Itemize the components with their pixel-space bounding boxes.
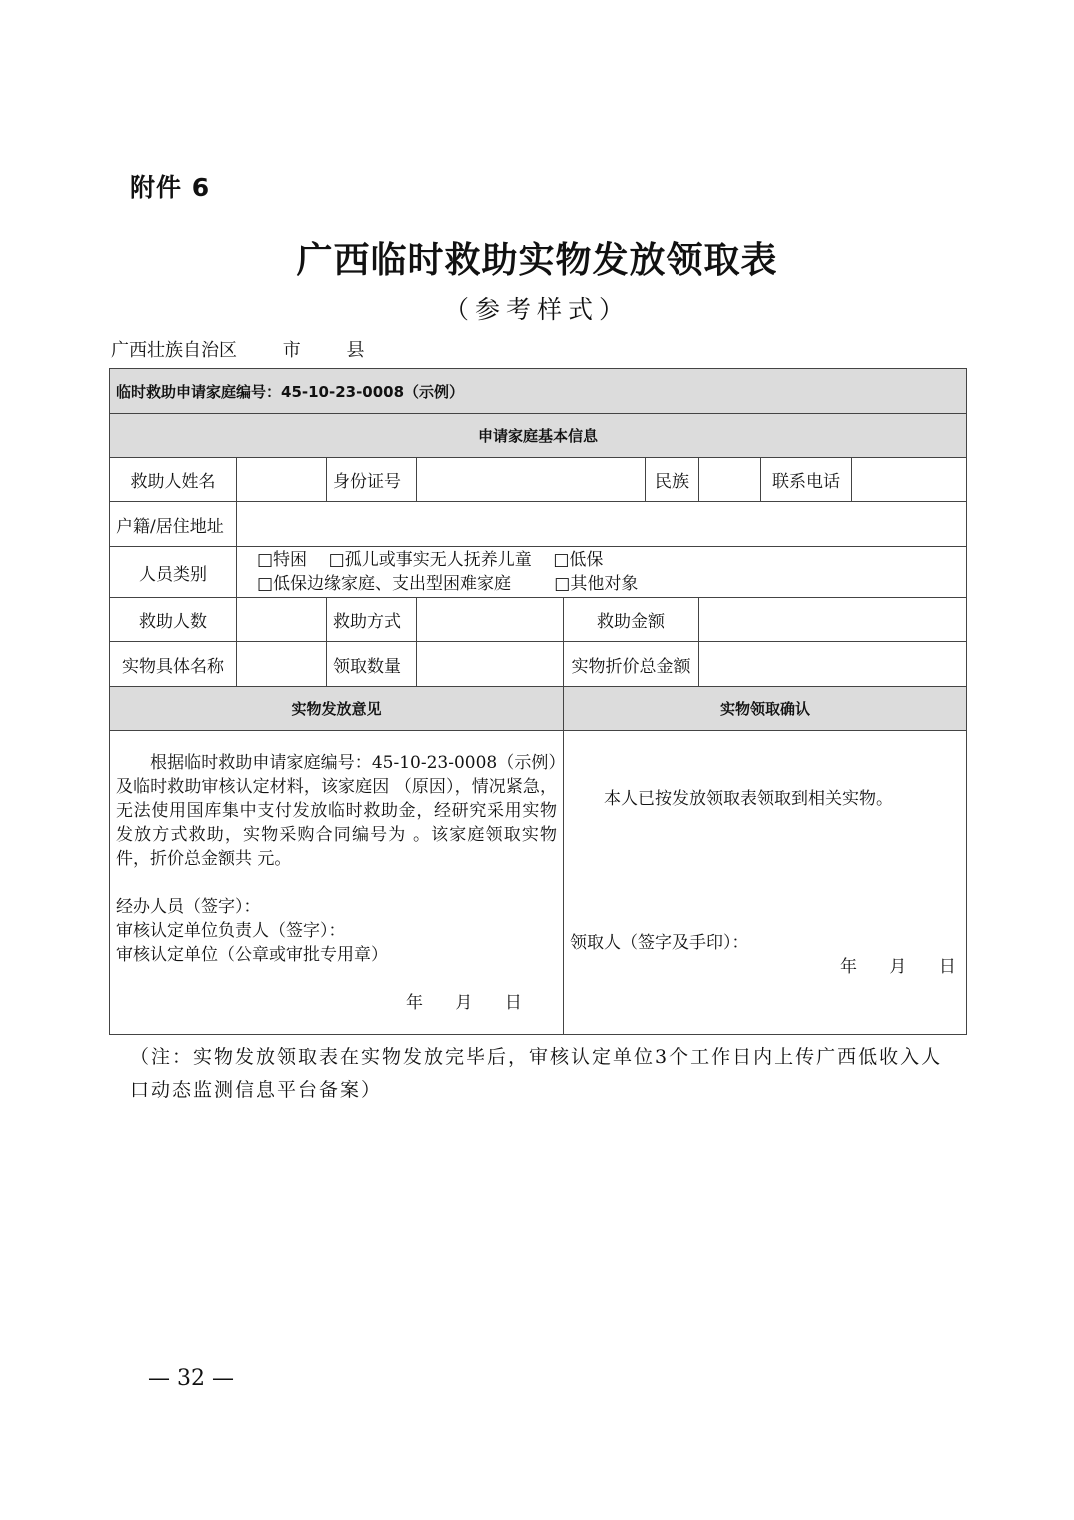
reviewer-unit-line: 审核认定单位（公章或审批专用章） xyxy=(116,944,388,965)
opinion-cell xyxy=(110,731,564,1035)
phone-label: 联系电话 xyxy=(761,458,852,502)
aid-count-field[interactable] xyxy=(237,598,327,642)
quantity-field[interactable] xyxy=(417,642,564,687)
address-field[interactable] xyxy=(237,502,967,547)
category-options[interactable] xyxy=(237,547,967,598)
aid-amount-field[interactable] xyxy=(699,598,967,642)
id-number-field[interactable] xyxy=(417,458,646,502)
section-opinion: 实物发放意见 xyxy=(110,687,564,731)
aid-method-field[interactable] xyxy=(417,598,564,642)
attachment-label: 附件 6 xyxy=(130,173,211,202)
category-options-line-2[interactable]: □低保边缘家庭、支出型困难家庭 □其他对象 xyxy=(257,574,639,594)
phone-field[interactable] xyxy=(852,458,967,502)
category-label: 人员类别 xyxy=(110,547,237,598)
item-name-label: 实物具体名称 xyxy=(110,642,237,687)
opinion-date: 年 月 日 xyxy=(406,992,522,1013)
id-number-label: 身份证号 xyxy=(327,458,417,502)
opinion-paragraph: 根据临时救助申请家庭编号：45-10-23-0008（示例）及临时救助审核认定材料，该家庭因 （原因），情况紧急，无法使用国库集中支付发放临时救助金，经研究采用实物发放方式救助，实物采购合同编号为 。该家庭领取实物 件，折价总金额共 元。 xyxy=(116,752,557,869)
total-value-label: 实物折价总金额 xyxy=(564,642,699,687)
aid-count-label: 救助人数 xyxy=(110,598,237,642)
name-label: 救助人姓名 xyxy=(110,458,237,502)
section-basic-info: 申请家庭基本信息 xyxy=(110,414,967,458)
document-title: 广西临时救助实物发放领取表 xyxy=(296,240,778,281)
region-line: 广西壮族自治区 市 县 xyxy=(111,340,365,361)
ethnicity-field[interactable] xyxy=(699,458,761,502)
name-field[interactable] xyxy=(237,458,327,502)
confirm-text: 本人已按发放领取表领取到相关实物。 xyxy=(604,788,893,809)
total-value-field[interactable] xyxy=(699,642,967,687)
confirm-cell xyxy=(564,731,967,1035)
aid-amount-label: 救助金额 xyxy=(564,598,699,642)
page-number: — 32 — xyxy=(148,1366,234,1391)
distribution-form-table xyxy=(109,368,967,1035)
section-confirm: 实物领取确认 xyxy=(564,687,967,731)
reviewer-signature-line: 审核认定单位负责人（签字）： xyxy=(116,920,346,941)
footnote: （注：实物发放领取表在实物发放完毕后，审核认定单位3个工作日内上传广西低收入人口动态监测信息平台备案） xyxy=(130,1046,943,1101)
document-subtitle: （参考样式） xyxy=(443,295,630,324)
receiver-signature-line: 领取人（签字及手印）： xyxy=(570,932,749,953)
handler-signature-line: 经办人员（签字）： xyxy=(116,896,261,917)
family-id-line: 临时救助申请家庭编号：45-10-23-0008（示例） xyxy=(110,369,967,414)
aid-method-label: 救助方式 xyxy=(327,598,417,642)
item-name-field[interactable] xyxy=(237,642,327,687)
confirm-date: 年 月 日 xyxy=(840,956,956,977)
address-label: 户籍/居住地址 xyxy=(110,502,237,547)
quantity-label: 领取数量 xyxy=(327,642,417,687)
category-options-line-1[interactable]: □特困 □孤儿或事实无人抚养儿童 □低保 xyxy=(257,550,604,570)
ethnicity-label: 民族 xyxy=(646,458,699,502)
